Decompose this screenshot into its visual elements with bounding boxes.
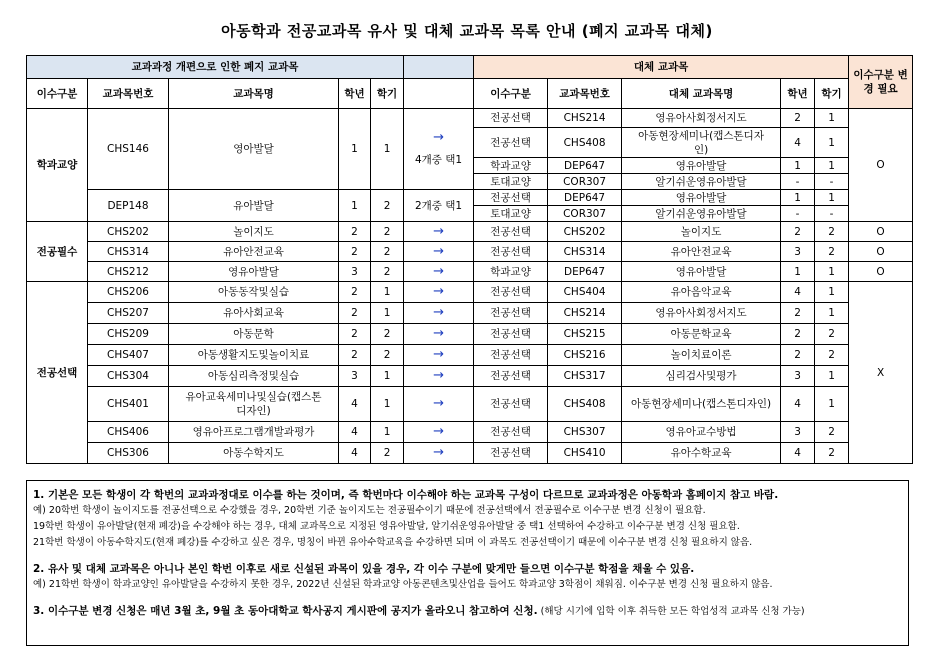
repl-code: CHS404 [548, 282, 622, 303]
course-code: CHS407 [88, 345, 169, 366]
repl-type: 학과교양 [474, 158, 548, 174]
course-sem: 1 [371, 366, 404, 387]
repl-sem: 1 [815, 128, 849, 158]
course-year: 1 [339, 109, 371, 190]
repl-code: COR307 [548, 206, 622, 222]
course-name: 영유아발달 [169, 262, 339, 282]
repl-year: 2 [781, 222, 815, 242]
group-label: 전공선택 [27, 282, 88, 464]
repl-type: 전공선택 [474, 345, 548, 366]
repl-type: 전공선택 [474, 282, 548, 303]
course-name: 아동심리측정및실습 [169, 366, 339, 387]
course-name: 아동동작및실습 [169, 282, 339, 303]
repl-year: 4 [781, 128, 815, 158]
repl-sem: 1 [815, 282, 849, 303]
course-sem: 1 [371, 282, 404, 303]
course-code: CHS212 [88, 262, 169, 282]
arrow-icon: → [404, 443, 474, 464]
repl-sem: 1 [815, 109, 849, 128]
course-name: 유아사회교육 [169, 303, 339, 324]
course-name: 아동문학 [169, 324, 339, 345]
course-year: 2 [339, 242, 371, 262]
course-code: CHS209 [88, 324, 169, 345]
note-3-line [33, 603, 902, 620]
page-title: 아동학과 전공교과목 유사 및 대체 교과목 목록 안내 (폐지 교과목 대체) [221, 22, 713, 40]
repl-type: 전공선택 [474, 387, 548, 422]
course-code: CHS314 [88, 242, 169, 262]
course-year: 1 [339, 190, 371, 222]
course-code: CHS202 [88, 222, 169, 242]
repl-year: 1 [781, 158, 815, 174]
repl-type: 학과교양 [474, 262, 548, 282]
repl-sem: 1 [815, 387, 849, 422]
repl-code: CHS202 [548, 222, 622, 242]
repl-name [622, 387, 781, 422]
repl-code: CHS408 [548, 387, 622, 422]
repl-name: 영유아발달 [622, 158, 781, 174]
repl-code: CHS307 [548, 422, 622, 443]
course-code: CHS206 [88, 282, 169, 303]
course-year: 2 [339, 282, 371, 303]
repl-code: DEP647 [548, 158, 622, 174]
repl-year: 1 [781, 190, 815, 206]
repl-type: 전공선택 [474, 324, 548, 345]
repl-name: 놀이지도 [622, 222, 781, 242]
change-mark: O [849, 262, 913, 282]
note-3: 3. 이수구분 변경 신청은 매년 3월 초, 9월 초 동아대학교 학사공지 게시판에 공지가 올라오니 참고하여 신청. [33, 605, 538, 617]
repl-sem: 1 [815, 262, 849, 282]
repl-sem: 1 [815, 190, 849, 206]
repl-name: 영유아사회정서지도 [622, 303, 781, 324]
repl-year: 3 [781, 242, 815, 262]
col-rname-header: 대체 교과목명 [622, 79, 781, 109]
arrow-icon: → [404, 262, 474, 282]
col-arrow-header [404, 79, 474, 109]
course-sem: 1 [371, 422, 404, 443]
arrow-icon: → [404, 222, 474, 242]
course-name [169, 387, 339, 422]
replacement-group-header: 대체 교과목 [474, 56, 849, 79]
repl-name: 영유아사회정서지도 [622, 109, 781, 128]
repl-name: 유아수학교육 [622, 443, 781, 464]
course-code: CHS406 [88, 422, 169, 443]
course-name: 유아안전교육 [169, 242, 339, 262]
col-rtype-header: 이수구분 [474, 79, 548, 109]
course-name: 영아발달 [169, 109, 339, 190]
course-sem: 1 [371, 387, 404, 422]
col-code-header: 교과목번호 [88, 79, 169, 109]
course-year: 2 [339, 345, 371, 366]
choice-label: 2개중 택1 [404, 190, 474, 222]
course-name: 유아발달 [169, 190, 339, 222]
repl-year: 4 [781, 282, 815, 303]
course-name-text: 유아교육세미나및실습(캡스톤디자인) [185, 391, 322, 417]
course-sem: 2 [371, 262, 404, 282]
repl-name [622, 128, 781, 158]
repl-code: CHS215 [548, 324, 622, 345]
course-year: 3 [339, 262, 371, 282]
course-year: 4 [339, 422, 371, 443]
abolished-group-header: 교과과정 개편으로 인한 폐지 교과목 [27, 56, 404, 79]
col-rcode-header: 교과목번호 [548, 79, 622, 109]
repl-name: 알기쉬운영유아발달 [622, 206, 781, 222]
repl-name-text: 아동현장세미나(캡스톤디자인) [631, 398, 772, 410]
repl-type: 전공선택 [474, 128, 548, 158]
change-mark: O [849, 242, 913, 262]
repl-name: 아동문학교육 [622, 324, 781, 345]
course-code: DEP148 [88, 190, 169, 222]
repl-type: 전공선택 [474, 242, 548, 262]
course-name: 놀이지도 [169, 222, 339, 242]
repl-code: COR307 [548, 174, 622, 190]
course-name: 아동생활지도및놀이치료 [169, 345, 339, 366]
note-2-example: 예) 21학번 학생이 학과교양인 유아발달을 수강하지 못한 경우, 2022년 신설된 학과교양 아동콘텐츠및산업을 들어도 학과교양 3학점이 채워짐. 이수구분 변경 신청 필요하지 않음. [33, 579, 773, 590]
arrow-icon: → [404, 242, 474, 262]
repl-code: CHS214 [548, 303, 622, 324]
course-year: 3 [339, 366, 371, 387]
repl-type: 전공선택 [474, 422, 548, 443]
repl-sem: 2 [815, 324, 849, 345]
arrow-icon: → [404, 387, 474, 422]
repl-year: 2 [781, 324, 815, 345]
group-label: 학과교양 [27, 109, 88, 222]
repl-sem: - [815, 206, 849, 222]
header-spacer [404, 56, 474, 79]
course-year: 2 [339, 222, 371, 242]
repl-type: 토대교양 [474, 206, 548, 222]
repl-type: 전공선택 [474, 109, 548, 128]
repl-type: 전공선택 [474, 366, 548, 387]
course-sem: 2 [371, 242, 404, 262]
repl-sem: 2 [815, 422, 849, 443]
repl-year: 3 [781, 422, 815, 443]
course-year: 4 [339, 387, 371, 422]
arrow-icon: → [433, 130, 445, 145]
col-ryear-header: 학년 [781, 79, 815, 109]
repl-year: - [781, 174, 815, 190]
change-mark: O [849, 222, 913, 242]
course-sem: 2 [371, 324, 404, 345]
repl-year: 4 [781, 387, 815, 422]
change-mark: X [849, 282, 913, 464]
course-name: 영유아프로그램개발과평가 [169, 422, 339, 443]
repl-code: CHS317 [548, 366, 622, 387]
col-rsem-header: 학기 [815, 79, 849, 109]
note-1-example-c: 21학번 학생이 아동수학지도(현재 폐강)를 수강하고 싶은 경우, 명칭이 바뀐 유아수학교육을 수강하면 되며 이 과목도 전공선택이기 때문에 이수구분 변경 신청 필요하지 않음. [33, 537, 753, 548]
repl-name: 영유아교수방법 [622, 422, 781, 443]
course-sem: 2 [371, 345, 404, 366]
repl-year: 1 [781, 262, 815, 282]
col-sem-header: 학기 [371, 79, 404, 109]
repl-name: 심리검사및평가 [622, 366, 781, 387]
repl-year: 2 [781, 345, 815, 366]
course-code: CHS207 [88, 303, 169, 324]
repl-year: 2 [781, 303, 815, 324]
repl-code: DEP647 [548, 262, 622, 282]
repl-code: CHS314 [548, 242, 622, 262]
repl-sem: 1 [815, 366, 849, 387]
repl-code: CHS214 [548, 109, 622, 128]
repl-type: 토대교양 [474, 174, 548, 190]
course-code: CHS401 [88, 387, 169, 422]
choice-cell [404, 109, 474, 190]
repl-code: CHS410 [548, 443, 622, 464]
arrow-icon: → [404, 282, 474, 303]
col-name-header: 교과목명 [169, 79, 339, 109]
repl-name: 알기쉬운영유아발달 [622, 174, 781, 190]
group-label: 전공필수 [27, 222, 88, 282]
repl-type: 전공선택 [474, 222, 548, 242]
course-sem: 1 [371, 303, 404, 324]
arrow-icon: → [404, 324, 474, 345]
repl-name-text: 아동현장세미나(캡스톤디자인) [638, 129, 764, 156]
course-year: 4 [339, 443, 371, 464]
repl-sem: - [815, 174, 849, 190]
choice-label: 4개중 택1 [414, 154, 463, 166]
repl-sem: 2 [815, 345, 849, 366]
repl-name: 놀이치료이론 [622, 345, 781, 366]
notes-box [26, 480, 909, 646]
arrow-icon: → [404, 366, 474, 387]
repl-name: 영유아발달 [622, 262, 781, 282]
repl-code: CHS408 [548, 128, 622, 158]
note-1-example-b: 19학번 학생이 유아발달(현재 폐강)을 수강해야 하는 경우, 대체 교과목으로 지정된 영유아발달, 알기쉬운영유아발달 중 택1 선택하여 수강하고 이수구분 변경 신청 필요함. [33, 521, 740, 532]
repl-name: 유아음악교육 [622, 282, 781, 303]
course-year: 2 [339, 303, 371, 324]
course-sem: 1 [371, 109, 404, 190]
note-2: 2. 유사 및 대체 교과목은 아니나 본인 학번 이후로 새로 신설된 과목이 있을 경우, 각 이수 구분에 맞게만 들으면 이수구분 학점을 채울 수 있음. [33, 563, 695, 575]
arrow-icon: → [404, 345, 474, 366]
arrow-icon: → [404, 422, 474, 443]
course-sem: 2 [371, 222, 404, 242]
repl-year: 2 [781, 109, 815, 128]
repl-year: 4 [781, 443, 815, 464]
course-code: CHS306 [88, 443, 169, 464]
course-year: 2 [339, 324, 371, 345]
arrow-icon: → [404, 303, 474, 324]
course-name: 아동수학지도 [169, 443, 339, 464]
change-required-header: 이수구분 변경 필요 [849, 56, 913, 109]
repl-type: 전공선택 [474, 443, 548, 464]
repl-year: - [781, 206, 815, 222]
change-mark: O [849, 109, 913, 222]
note-1: 1. 기본은 모든 학생이 각 학번의 교과과정대로 이수를 하는 것이며, 즉 학번마다 이수해야 하는 교과목 구성이 다르므로 교과과정은 아동학과 홈페이지 참고 바람. [33, 489, 779, 501]
repl-type: 전공선택 [474, 303, 548, 324]
repl-sem: 2 [815, 222, 849, 242]
repl-name: 유아안전교육 [622, 242, 781, 262]
repl-type: 전공선택 [474, 190, 548, 206]
repl-sem: 1 [815, 303, 849, 324]
course-code: CHS304 [88, 366, 169, 387]
course-code: CHS146 [88, 109, 169, 190]
repl-sem: 2 [815, 443, 849, 464]
note-1-example-a: 예) 20학번 학생이 놀이지도를 전공선택으로 수강했을 경우, 20학번 기준 놀이지도는 전공필수이기 때문에 전공선택에서 전공필수로 이수구분 변경 신청이 필요함. [33, 505, 706, 516]
repl-code: CHS216 [548, 345, 622, 366]
course-sem: 2 [371, 190, 404, 222]
repl-code: DEP647 [548, 190, 622, 206]
col-year-header: 학년 [339, 79, 371, 109]
repl-year: 3 [781, 366, 815, 387]
repl-sem: 2 [815, 242, 849, 262]
col-type-header: 이수구분 [27, 79, 88, 109]
repl-sem: 1 [815, 158, 849, 174]
repl-name: 영유아발달 [622, 190, 781, 206]
course-replacement-table [26, 55, 913, 464]
note-3-detail: (해당 시기에 입학 이후 취득한 모든 학업성적 교과목 신청 가능) [540, 606, 805, 617]
course-sem: 2 [371, 443, 404, 464]
